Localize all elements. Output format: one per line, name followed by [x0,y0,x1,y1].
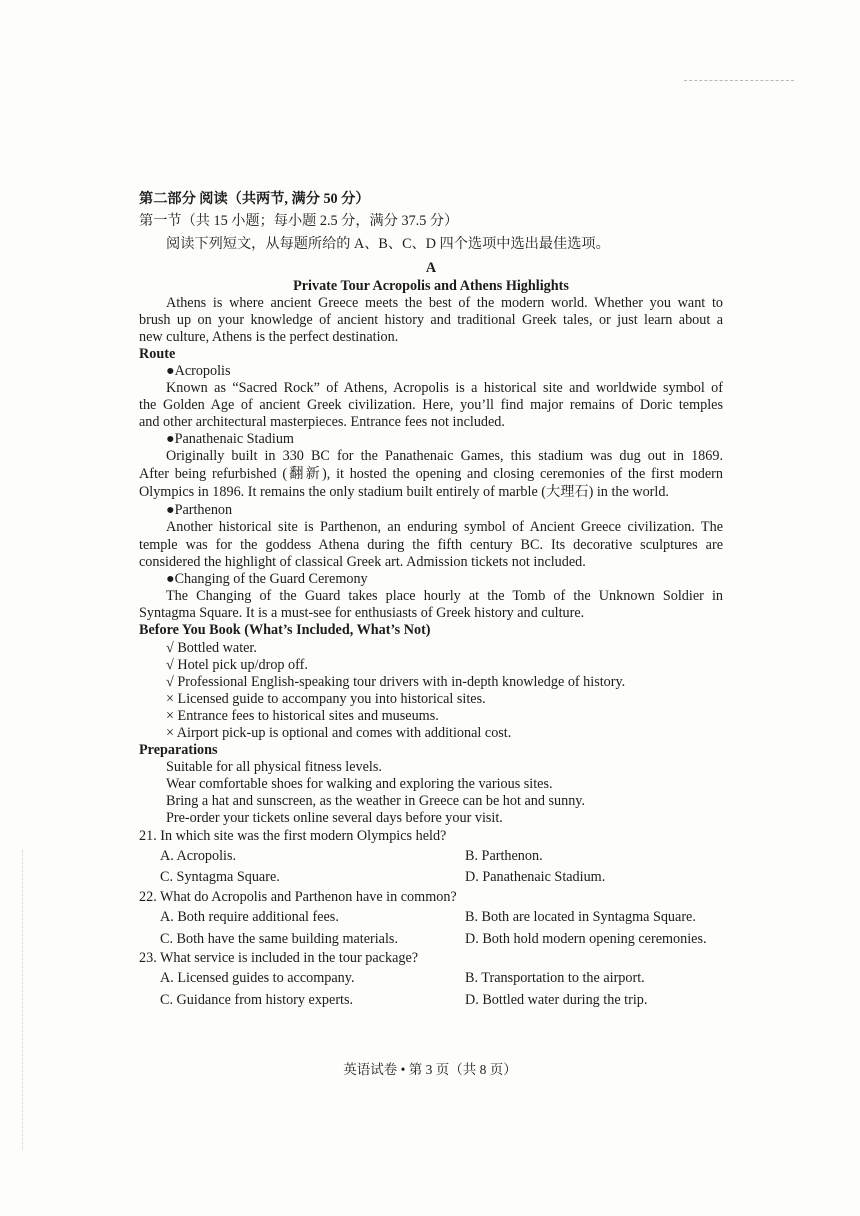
excluded-item: × Entrance fees to historical sites and museums. [166,708,439,724]
question-22-option-c[interactable]: C. Both have the same building materials. [160,931,398,947]
included-item: √ Hotel pick up/drop off. [166,657,308,673]
instruction: 阅读下列短文，从每题所给的 A、B、C、D 四个选项中选出最佳选项。 [166,236,610,252]
site-text-line: and other architectural masterpieces. Entrance fees not included. [139,414,505,430]
section-heading: 第一节（共 15 小题；每小题 2.5 分，满分 37.5 分） [139,213,459,229]
question-23-option-a[interactable]: A. Licensed guides to accompany. [160,970,355,986]
site-name-panathenaic-stadium: ●Panathenaic Stadium [166,431,294,447]
preparation-item: Suitable for all physical fitness levels. [166,759,382,775]
site-text-line: Olympics in 1896. It remains the only stadium built entirely of marble (大理石) in the world. [139,484,669,500]
preparation-item: Pre-order your tickets online several days before your visit. [166,810,503,826]
before-you-book-heading: Before You Book (What’s Included, What’s Not) [139,622,431,638]
question-stem-22: 22. What do Acropolis and Parthenon have in common? [139,889,457,905]
included-item: √ Professional English-speaking tour drivers with in-depth knowledge of history. [166,674,626,690]
question-23-option-d[interactable]: D. Bottled water during the trip. [465,992,648,1008]
site-text-line: Originally built in 330 BC for the Panathenaic Games, this stadium was dug out in 1869. [166,448,723,464]
preparation-item: Wear comfortable shoes for walking and exploring the various sites. [166,776,553,792]
site-name-acropolis: ●Acropolis [166,363,231,379]
scan-artifact [684,80,794,83]
intro-line-3: new culture, Athens is the perfect destination. [139,329,399,345]
intro-line-2: brush up on your knowledge of ancient history and traditional Greek tales, or just learn about a [139,312,723,328]
question-21-option-c[interactable]: C. Syntagma Square. [160,869,280,885]
part-heading: 第二部分 阅读（共两节, 满分 50 分） [139,191,370,207]
question-21-option-a[interactable]: A. Acropolis. [160,848,237,864]
question-21-option-b[interactable]: B. Parthenon. [465,848,543,864]
page-footer: 英语试卷 • 第 3 页（共 8 页） [343,1062,517,1077]
question-stem-21: 21. In which site was the first modern Olympics held? [139,828,447,844]
preparation-item: Bring a hat and sunscreen, as the weather in Greece can be hot and sunny. [166,793,586,809]
question-23-option-c[interactable]: C. Guidance from history experts. [160,992,354,1008]
question-stem-23: 23. What service is included in the tour package? [139,950,419,966]
question-21-option-d[interactable]: D. Panathenaic Stadium. [465,869,606,885]
question-22-option-a[interactable]: A. Both require additional fees. [160,909,339,925]
site-text-line: considered the highlight of classical Greek art. Admission tickets not included. [139,554,586,570]
preparations-heading: Preparations [139,742,218,758]
route-heading: Route [139,346,176,362]
site-text-line: The Changing of the Guard takes place hourly at the Tomb of the Unknown Soldier in [166,588,723,604]
site-name-parthenon: ●Parthenon [166,502,233,518]
site-name-changing-guard: ●Changing of the Guard Ceremony [166,571,368,587]
passage-letter: A [425,260,437,276]
site-text-line: temple was for the goddess Athena during the fifth century BC. Its decorative sculptures are [139,537,723,553]
site-text-line: After being refurbished (翻新), it hosted the opening and closing ceremonies of the first modern [139,466,723,482]
site-text-line: Syntagma Square. It is a must-see for enthusiasts of Greek history and culture. [139,605,585,621]
intro-line-1: Athens is where ancient Greece meets the best of the modern world. Whether you want to [166,295,723,311]
included-item: √ Bottled water. [166,640,257,656]
site-text-line: the Golden Age of ancient Greek civilization. Here, you’ll find major remains of Doric temples [139,397,723,413]
passage-title: Private Tour Acropolis and Athens Highlights [293,278,569,294]
question-22-option-b[interactable]: B. Both are located in Syntagma Square. [465,909,696,925]
excluded-item: × Airport pick-up is optional and comes with additional cost. [166,725,512,741]
question-22-option-d[interactable]: D. Both hold modern opening ceremonies. [465,931,707,947]
site-text-line: Known as “Sacred Rock” of Athens, Acropolis is a historical site and worldwide symbol of [166,380,723,396]
binding-margin-line [22,850,23,1150]
site-text-line: Another historical site is Parthenon, an enduring symbol of Ancient Greece civilization. The [166,519,723,535]
excluded-item: × Licensed guide to accompany you into historical sites. [166,691,486,707]
question-23-option-b[interactable]: B. Transportation to the airport. [465,970,645,986]
